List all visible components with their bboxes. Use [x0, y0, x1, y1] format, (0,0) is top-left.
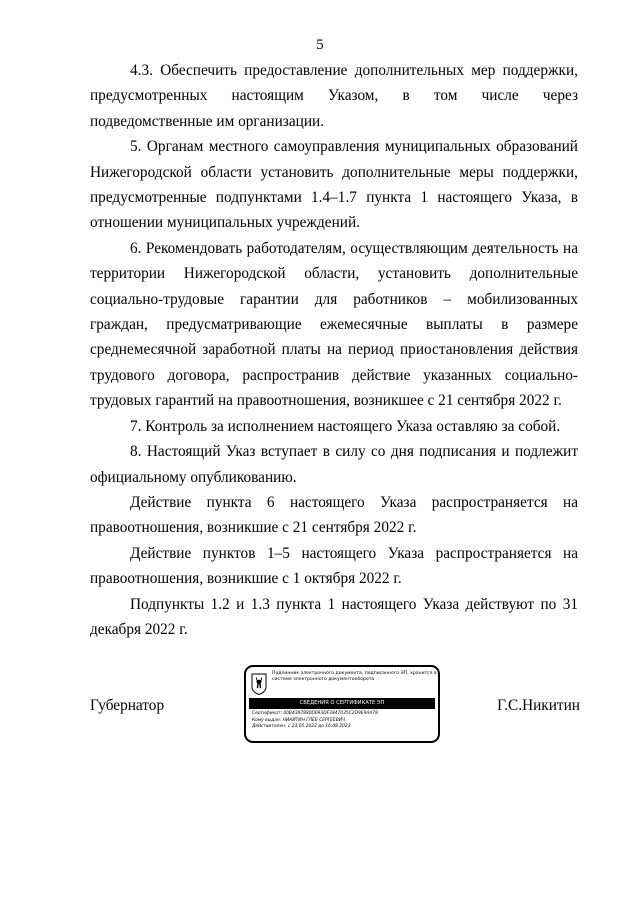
certificate-validity: Действителен: с 23.05.2022 до 16.08.2023	[252, 724, 351, 730]
signatory-name: Г.С.Никитин	[497, 697, 580, 714]
paragraph-4-3: 4.3. Обеспечить предоставление дополнительных мер поддержки, предусмотренных настоящим Указом, в том числе через подведомственные им организации.	[90, 62, 578, 130]
electronic-signature-stamp	[244, 665, 440, 743]
stamp-header: СВЕДЕНИЯ О СЕРТИФИКАТЕ ЭП	[249, 698, 435, 709]
paragraph-8: 8. Настоящий Указ вступает в силу со дня подписания и подлежит официальному опубликованию.	[90, 443, 578, 486]
certificate-details	[252, 711, 435, 731]
certificate-owner: Кому выдан: НИКИТИН ГЛЕБ СЕРГЕЕВИЧ	[252, 717, 346, 723]
page-number: 5	[316, 37, 324, 53]
paragraph-8-clause-3: Подпункты 1.2 и 1.3 пункта 1 настоящего Указа действуют по 31 декабря 2022 г.	[90, 595, 578, 638]
paragraph-8-clause-2: Действие пунктов 1–5 настоящего Указа распространяется на правоотношения, возникшие с 1 октября 2022 г.	[90, 544, 578, 588]
signature-block	[90, 673, 580, 748]
document-body	[90, 58, 578, 642]
certificate-number: Сертификат: 00B4387880D093DF3847035C2D9E9AA78	[252, 711, 378, 716]
deer-emblem-icon	[251, 673, 267, 695]
signatory-position: Губернатор	[90, 697, 165, 714]
stamp-notice: Подлинник электронного документа, подписанного ЭП, хранится в системе электронного документооборота	[272, 671, 437, 683]
paragraph-8-clause-1: Действие пункта 6 настоящего Указа распространяется на правоотношения, возникшие с 21 сентября 2022 г.	[90, 493, 578, 537]
paragraph-6: 6. Рекомендовать работодателям, осуществляющим деятельность на территории Нижегородской области, установить дополнительные социально-трудовые гарантии для работников – мобилизованных граждан, предусматривающие ежемесячные выплаты в размере среднемесячной заработной платы на период приостановления действия трудового договора, распространив действие указанных социально-трудовых гарантий на правоотношения, возникшее с 21 сентября 2022 г.	[90, 239, 578, 410]
paragraph-5: 5. Органам местного самоуправления муниципальных образований Нижегородской области установить дополнительные меры поддержки, предусмотренные подпунктами 1.4–1.7 пункта 1 настоящего Указа, в отношении муниципальных учреждений.	[90, 138, 578, 232]
paragraph-7: 7. Контроль за исполнением настоящего Указа оставляю за собой.	[130, 417, 561, 435]
